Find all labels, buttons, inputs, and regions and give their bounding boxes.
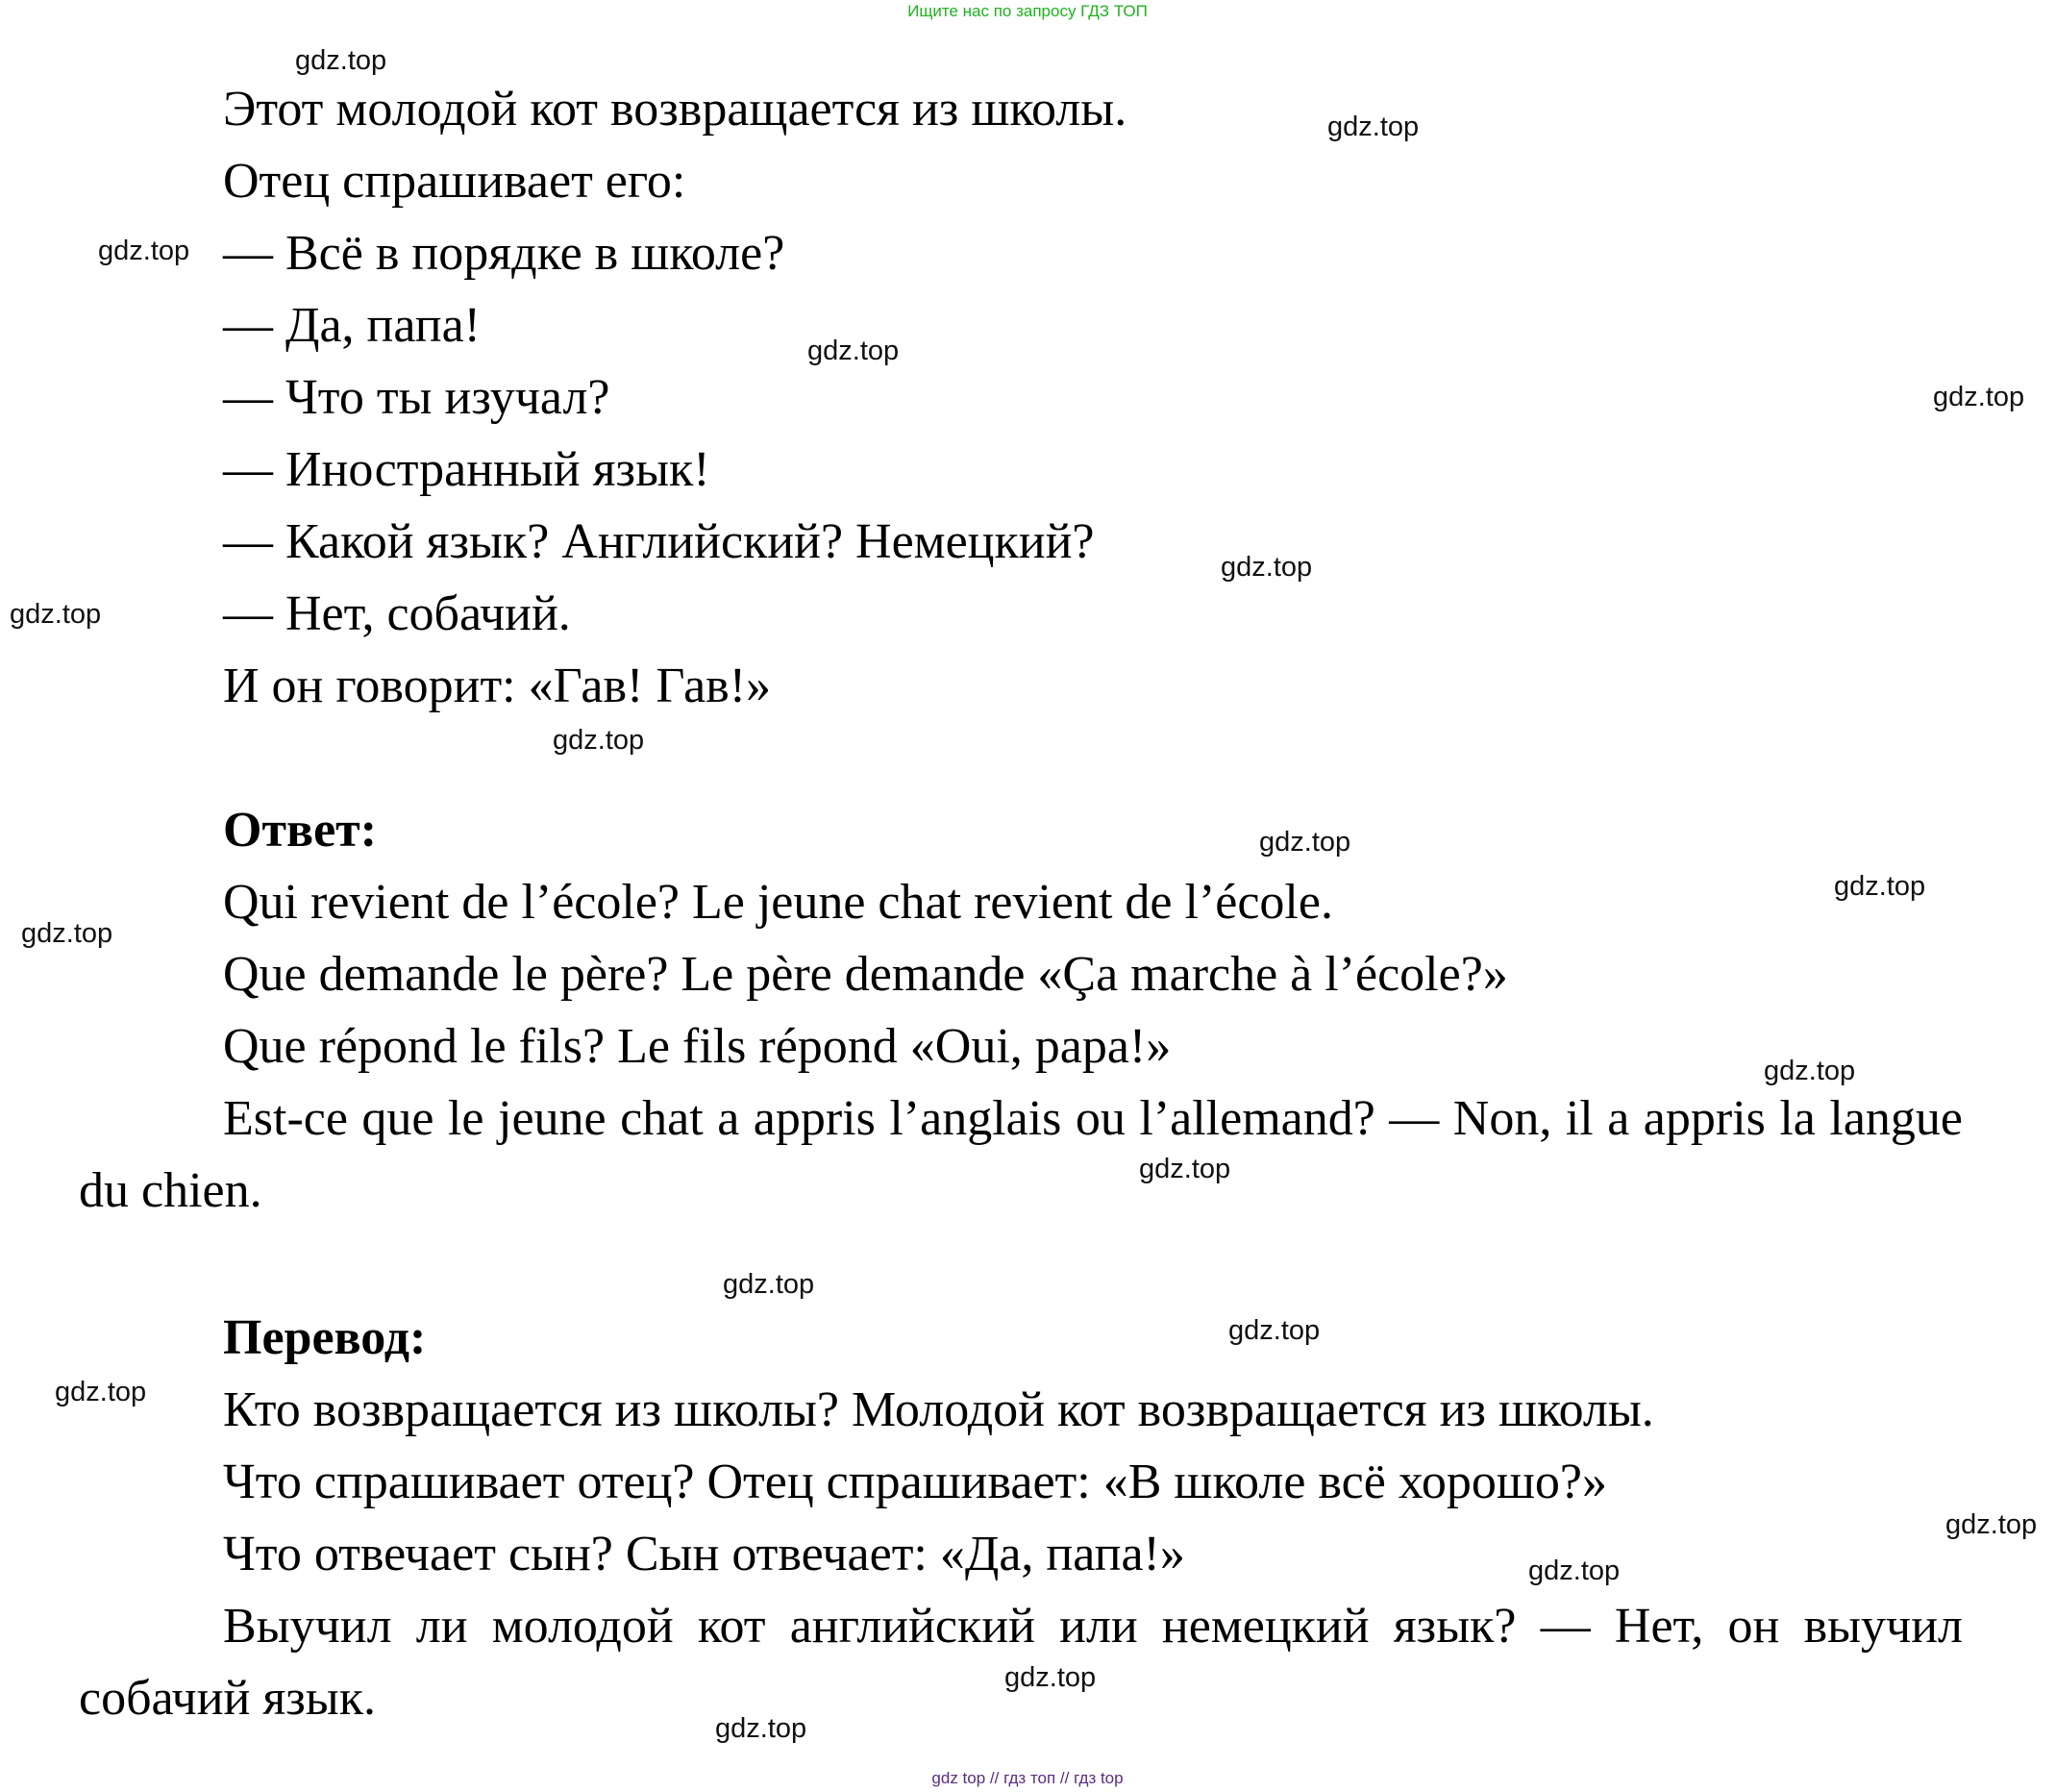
answer-heading: Ответ: [223, 803, 378, 858]
story-line: — Да, папа! [223, 298, 481, 353]
watermark: gdz.top [1139, 1154, 1231, 1184]
search-hint-banner: Ищите нас по запросу ГДЗ ТОП [907, 2, 1148, 20]
watermark: gdz.top [55, 1377, 147, 1407]
story-line: — Иностранный язык! [223, 442, 710, 497]
watermark: gdz.top [1764, 1056, 1856, 1086]
translation-line: Кто возвращается из школы? Молодой кот возвращается из школы. [223, 1382, 1654, 1437]
watermark: gdz.top [1933, 382, 2025, 412]
story-line: — Нет, собачий. [223, 586, 571, 641]
watermark: gdz.top [1834, 871, 1926, 902]
watermark: gdz.top [1327, 112, 1420, 142]
watermark: gdz.top [723, 1269, 815, 1300]
translation-paragraph: Выучил ли молодой кот английский или немецкий язык? — Нет, он выучил собачий язык. [79, 1599, 1963, 1726]
watermark: gdz.top [295, 45, 387, 76]
watermark: gdz.top [1259, 827, 1351, 858]
watermark: gdz.top [1528, 1556, 1621, 1586]
watermark: gdz.top [1004, 1662, 1097, 1693]
story-line: — Какой язык? Английский? Немецкий? [223, 514, 1095, 569]
story-line: И он говорит: «Гав! Гав!» [223, 659, 772, 713]
watermark: gdz.top [1221, 552, 1313, 583]
watermark: gdz.top [715, 1713, 807, 1744]
story-line: — Всё в порядке в школе? [223, 226, 785, 281]
answer-paragraph: Est-ce que le jeune chat a appris l’anglais ou l’allemand? — Non, il a appris la langue du chien. [79, 1091, 1963, 1218]
story-line: Этот молодой кот возвращается из школы. [223, 82, 1127, 137]
translation-heading: Перевод: [223, 1310, 427, 1365]
answer-line: Que répond le fils? Le fils répond «Oui, papa!» [223, 1019, 1172, 1074]
translation-line: Что отвечает сын? Сын отвечает: «Да, папа!» [223, 1527, 1185, 1581]
watermark: gdz.top [1945, 1509, 2038, 1540]
translation-line: Что спрашивает отец? Отец спрашивает: «В школе всё хорошо?» [223, 1455, 1607, 1509]
answer-line: Qui revient de l’école? Le jeune chat revient de l’école. [223, 875, 1333, 930]
watermark: gdz.top [10, 599, 102, 630]
footer-links: gdz top // гдз топ // гдз top [931, 1769, 1124, 1787]
watermark: gdz.top [807, 336, 900, 366]
watermark: gdz.top [98, 236, 190, 266]
story-line: — Что ты изучал? [223, 370, 610, 425]
watermark: gdz.top [21, 918, 113, 949]
answer-line: Que demande le père? Le père demande «Ça marche à l’école?» [223, 947, 1508, 1002]
story-line: Отец спрашивает его: [223, 154, 686, 209]
watermark: gdz.top [553, 725, 645, 756]
watermark: gdz.top [1228, 1315, 1321, 1346]
